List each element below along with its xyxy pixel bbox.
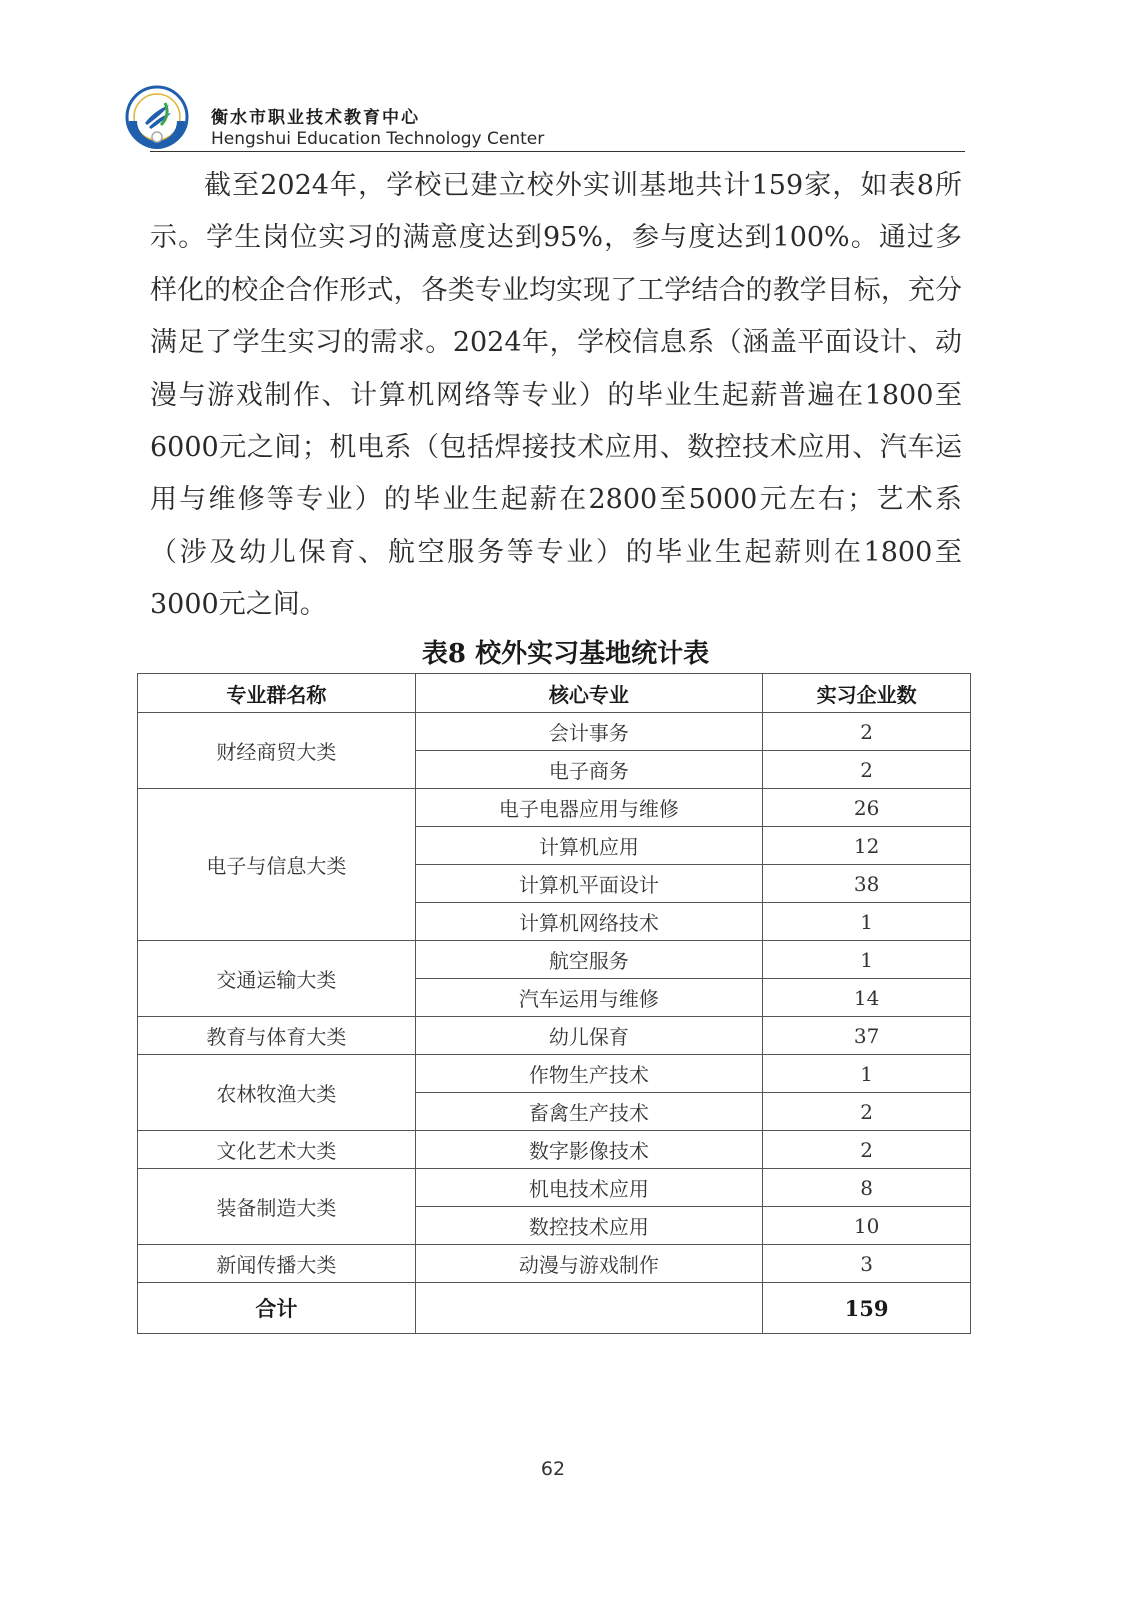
total-count: 159 (763, 1283, 971, 1334)
group-cell: 电子与信息大类 (138, 789, 416, 941)
total-label: 合计 (138, 1283, 416, 1334)
table-row (138, 713, 971, 751)
major-cell: 畜禽生产技术 (415, 1093, 763, 1131)
table-total-row (138, 1283, 971, 1334)
major-cell: 数控技术应用 (415, 1207, 763, 1245)
major-cell: 电子商务 (415, 751, 763, 789)
internship-base-table (137, 673, 971, 1334)
body-text (150, 160, 962, 632)
group-cell: 新闻传播大类 (138, 1245, 416, 1283)
table-row (138, 1131, 971, 1169)
count-cell: 8 (763, 1169, 971, 1207)
count-cell: 1 (763, 941, 971, 979)
major-cell: 动漫与游戏制作 (415, 1245, 763, 1283)
count-cell: 10 (763, 1207, 971, 1245)
count-cell: 1 (763, 1055, 971, 1093)
count-cell: 26 (763, 789, 971, 827)
count-cell: 38 (763, 865, 971, 903)
column-header-group: 专业群名称 (138, 674, 416, 713)
major-cell: 幼儿保育 (415, 1017, 763, 1055)
major-cell: 计算机应用 (415, 827, 763, 865)
count-cell: 37 (763, 1017, 971, 1055)
table-row (138, 1169, 971, 1207)
column-header-major: 核心专业 (415, 674, 763, 713)
page-header (125, 85, 965, 155)
org-name-cn: 衡水市职业技术教育中心 (211, 108, 420, 128)
major-cell: 汽车运用与维修 (415, 979, 763, 1017)
group-cell: 装备制造大类 (138, 1169, 416, 1245)
group-cell: 农林牧渔大类 (138, 1055, 416, 1131)
table-row (138, 789, 971, 827)
major-cell: 航空服务 (415, 941, 763, 979)
page-number: 62 (540, 1458, 566, 1480)
major-cell: 计算机平面设计 (415, 865, 763, 903)
table-row (138, 1055, 971, 1093)
count-cell: 2 (763, 1131, 971, 1169)
count-cell: 3 (763, 1245, 971, 1283)
group-cell: 交通运输大类 (138, 941, 416, 1017)
table-row (138, 1245, 971, 1283)
header-divider (150, 151, 965, 152)
major-cell: 会计事务 (415, 713, 763, 751)
major-cell: 电子电器应用与维修 (415, 789, 763, 827)
column-header-count: 实习企业数 (763, 674, 971, 713)
body-paragraph: 截至2024年，学校已建立校外实训基地共计159家，如表8所示。学生岗位实习的满意度达到95%，参与度达到100%。通过多样化的校企合作形式，各类专业均实现了工学结合的教学目标，充分满足了学生实习的需求。2024年，学校信息系（涵盖平面设计、动漫与游戏制作、计算机网络等专业）的毕业生起薪普遍在1800至6000元之间；机电系（包括焊接技术应用、数控技术应用、汽车运用与维修等专业）的毕业生起薪在2800至5000元左右；艺术系（涉及幼儿保育、航空服务等专业）的毕业生起薪则在1800至3000元之间。 (150, 170, 962, 621)
table-caption: 表8 校外实习基地统计表 (421, 639, 710, 669)
major-cell: 机电技术应用 (415, 1169, 763, 1207)
major-cell: 数字影像技术 (415, 1131, 763, 1169)
major-cell: 作物生产技术 (415, 1055, 763, 1093)
table-header-row (138, 674, 971, 713)
group-cell: 文化艺术大类 (138, 1131, 416, 1169)
table-row (138, 1017, 971, 1055)
school-emblem-icon (125, 85, 189, 149)
total-major-cell (415, 1283, 763, 1334)
group-cell: 教育与体育大类 (138, 1017, 416, 1055)
org-name-en: Hengshui Education Technology Center (211, 129, 545, 149)
count-cell: 2 (763, 1093, 971, 1131)
count-cell: 12 (763, 827, 971, 865)
count-cell: 14 (763, 979, 971, 1017)
count-cell: 1 (763, 903, 971, 941)
major-cell: 计算机网络技术 (415, 903, 763, 941)
group-cell: 财经商贸大类 (138, 713, 416, 789)
count-cell: 2 (763, 713, 971, 751)
count-cell: 2 (763, 751, 971, 789)
table-row (138, 941, 971, 979)
